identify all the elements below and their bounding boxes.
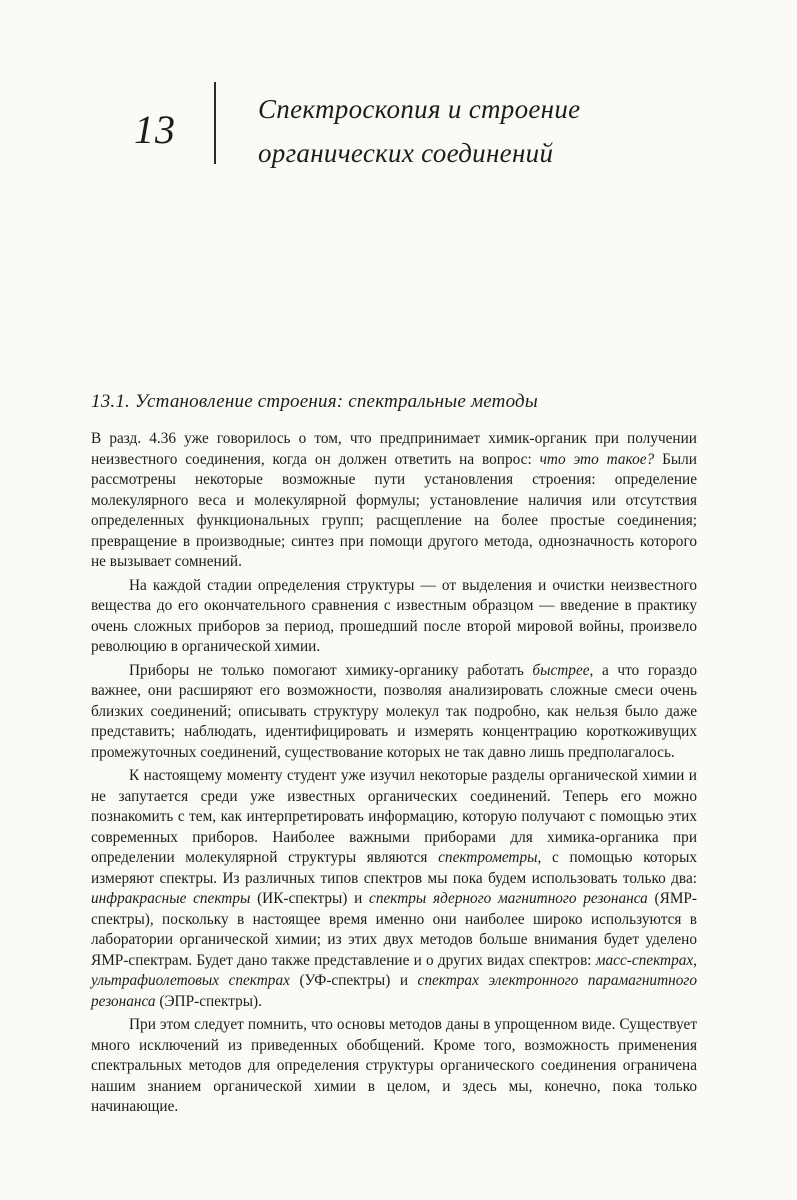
chapter-header [0, 0, 797, 220]
text-run: На каждой стадии определения структуры — от выделения и очистки неизвестного вещества до его окончательного сравнения с известным образцом — введение в практику очень сложных приборов за период, прошедший после второй мировой войны, произвело революцию в органической химии. [91, 576, 697, 655]
text-run: В разд. 4.36 уже говорилось о том, что предпринимает химик-органик при получении неизвестного соединения, когда он должен ответить на вопрос: [91, 430, 697, 468]
paragraph [91, 576, 697, 658]
chapter-title-line-2: органических соединений [258, 138, 554, 168]
italic-term: ультрафиолетовых спектрах [91, 972, 290, 989]
body-text [91, 429, 697, 1121]
text-run: , [693, 951, 697, 969]
paragraph [91, 661, 697, 764]
italic-term: инфракрасные спектры [91, 890, 251, 907]
chapter-number: 13 [134, 107, 176, 152]
chapter-title [258, 87, 738, 175]
text-run: , с помощью которых измеряют спектры. Из различных типов спектров мы пока будем использовать только два: [91, 849, 697, 887]
text-run: К настоящему моменту студент уже изучил некоторые разделы органической химии и не запутается среди уже известных органических соединений. Теперь его можно познакомить с тем, как интерпретировать информацию, которую получают с помощью этих современных приборов. Наиболее важными приборами для химика-органика при определении молекулярной структуры являются [91, 767, 697, 866]
italic-term: спектрах электронного парамагнитного резонанса [91, 972, 697, 1010]
chapter-title-line-1: Спектроскопия и строение [258, 94, 581, 124]
italic-term: что это такое? [539, 450, 655, 468]
text-run: (ЭПР-спектры). [155, 992, 262, 1010]
text-run: (ИК-спектры) и [250, 890, 370, 907]
chapter-divider [214, 82, 216, 164]
italic-term: спектры ядерного магнитного резонанса [369, 890, 648, 907]
paragraph [91, 429, 697, 573]
text-run: При этом следует помнить, что основы методов даны в упрощенном виде. Существует много исключений из приведенных обобщений. Кроме того, возможность применения спектральных методов для определения структуры органического соединения ограничена нашим знанием органической химии в целом, и здесь мы, конечно, пока только начинающие. [91, 1016, 697, 1115]
section-heading: 13.1. Установление строения: спектральные методы [91, 391, 538, 412]
italic-term: спектрометры [438, 849, 538, 866]
italic-term: масс-спектрах [595, 951, 694, 969]
paragraph [91, 766, 697, 1012]
paragraph [91, 1015, 697, 1118]
text-run: , а что гораздо важнее, они расширяют его возможности, позволяя анализировать сложные смеси очень близких соединений; описывать структуру молекул так подробно, как нельзя было даже представить; наблюдать, идентифицировать и измерять концентрацию короткоживущих промежуточных соединений, существование которых не так давно лишь предполагалось. [91, 661, 697, 761]
text-run: (ЯМР-спектры), поскольку в настоящее время именно они наиболее широко используются в лаборатории органической химии; из этих двух методов больше внимания будет уделено ЯМР-спектрам. Будет дано также представление и о других видах спектров: [91, 890, 698, 969]
text-run: Приборы не только помогают химику-органику работать [129, 661, 533, 679]
text-run: Были рассмотрены некоторые возможные пути установления строения: определение молекулярного веса и молекулярной формулы; установление наличия или отсутствия определенных функциональных групп; расщепление на более простые соединения; превращение в производные; синтез при помощи другого метода, однозначность которого не вызывает сомнений. [91, 450, 697, 570]
text-run: (УФ-спектры) и [289, 972, 418, 989]
italic-term: быстрее [532, 661, 590, 679]
